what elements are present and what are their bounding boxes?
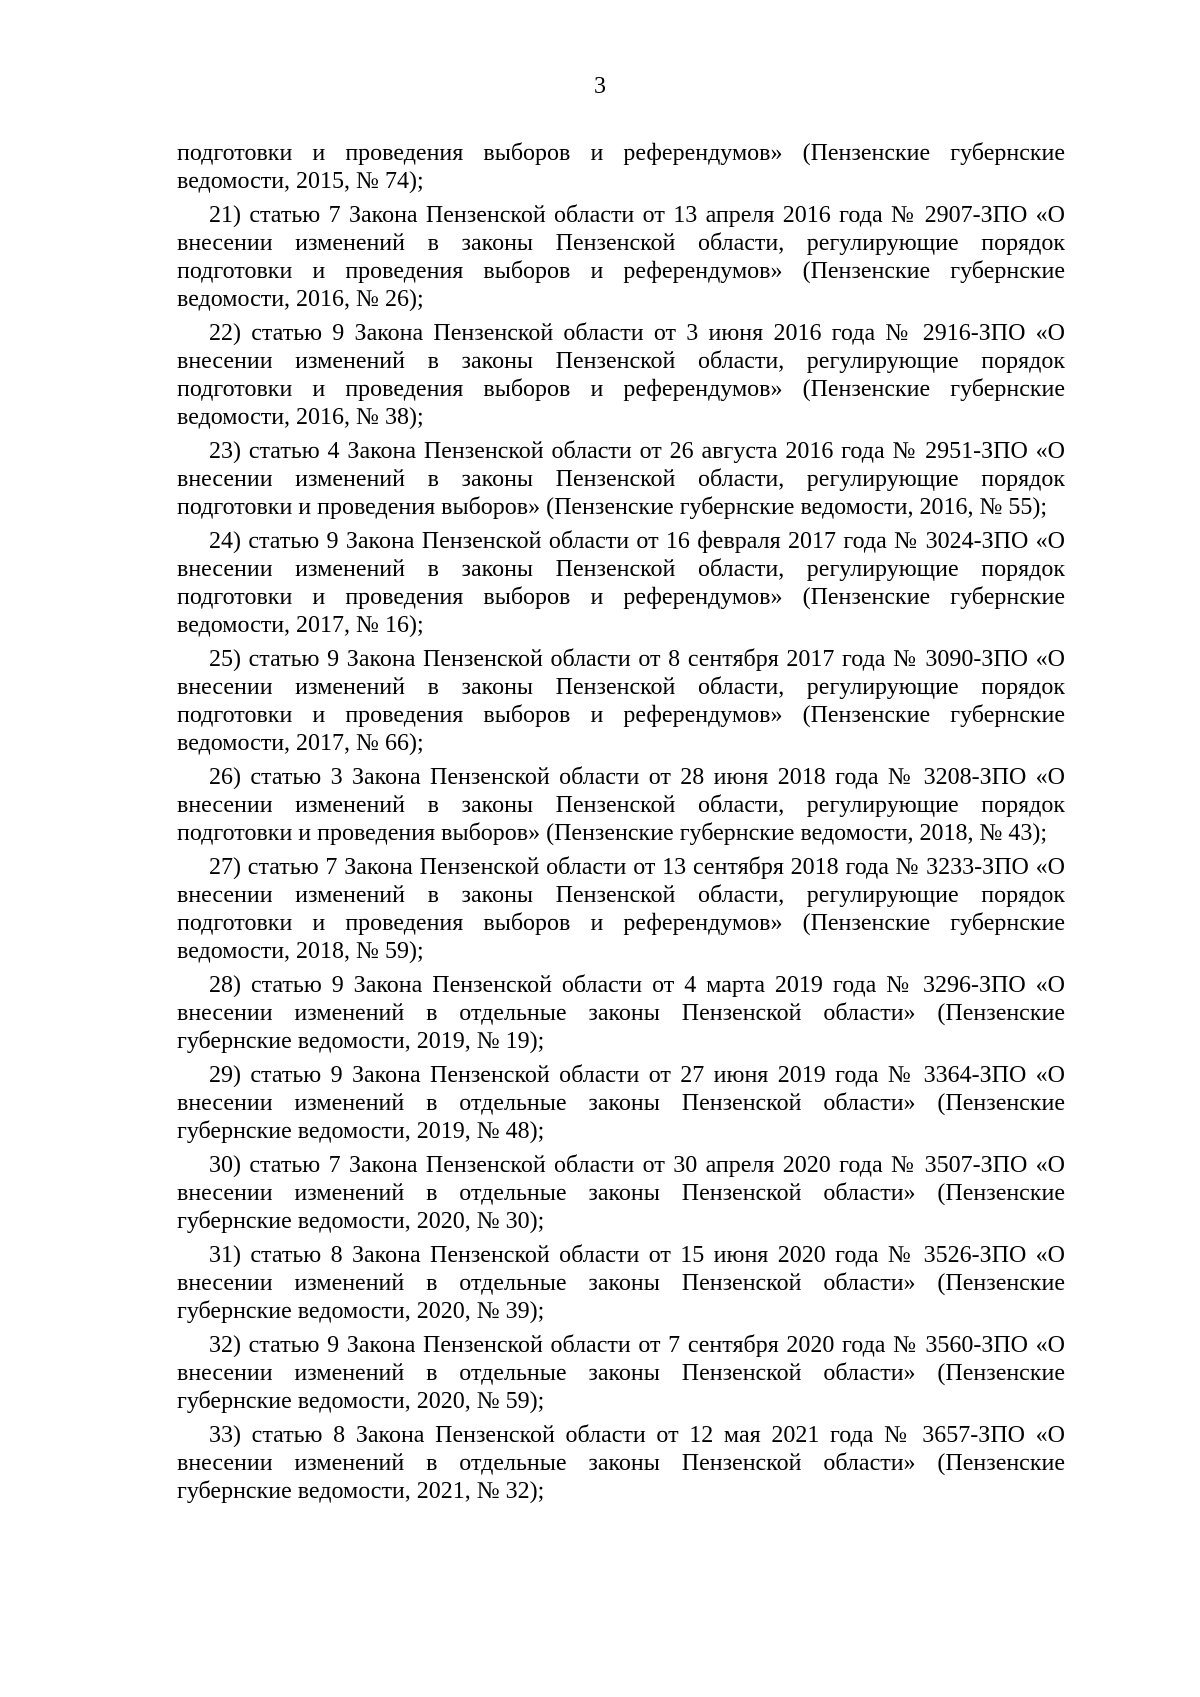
list-item-30: 30) статью 7 Закона Пензенской области от 30 апреля 2020 года № 3507-ЗПО «О внесении изменений в отдельные законы Пензенской области» (Пензенские губернские ведомости, 2020, № 30); [177,1152,1065,1234]
list-item-29: 29) статью 9 Закона Пензенской области от 27 июня 2019 года № 3364-ЗПО «О внесении изменений в отдельные законы Пензенской области» (Пензенские губернские ведомости, 2019, № 48); [177,1062,1065,1144]
list-item-25: 25) статью 9 Закона Пензенской области от 8 сентября 2017 года № 3090-ЗПО «О внесении изменений в законы Пензенской области, регулирующие порядок подготовки и проведения выборов и референдумов» (Пензенские губернские ведомости, 2017, № 66); [177,646,1065,756]
list-item-28: 28) статью 9 Закона Пензенской области от 4 марта 2019 года № 3296-ЗПО «О внесении изменений в отдельные законы Пензенской области» (Пензенские губернские ведомости, 2019, № 19); [177,972,1065,1054]
list-item-22: 22) статью 9 Закона Пензенской области от 3 июня 2016 года № 2916-ЗПО «О внесении изменений в законы Пензенской области, регулирующие порядок подготовки и проведения выборов и референдумов» (Пензенские губернские ведомости, 2016, № 38); [177,320,1065,430]
list-item-23: 23) статью 4 Закона Пензенской области от 26 августа 2016 года № 2951-ЗПО «О внесении изменений в законы Пензенской области, регулирующие порядок подготовки и проведения выборов» (Пензенские губернские ведомости, 2016, № 55); [177,438,1065,520]
list-item-21: 21) статью 7 Закона Пензенской области от 13 апреля 2016 года № 2907-ЗПО «О внесении изменений в законы Пензенской области, регулирующие порядок подготовки и проведения выборов и референдумов» (Пензенские губернские ведомости, 2016, № 26); [177,202,1065,312]
page-number: 3 [594,73,606,99]
document-body [177,139,1065,1511]
paragraph-continuation: подготовки и проведения выборов и референдумов» (Пензенские губернские ведомости, 2015, № 74); [177,140,1065,194]
list-item-32: 32) статью 9 Закона Пензенской области от 7 сентября 2020 года № 3560-ЗПО «О внесении изменений в отдельные законы Пензенской области» (Пензенские губернские ведомости, 2020, № 59); [177,1332,1065,1414]
list-item-31: 31) статью 8 Закона Пензенской области от 15 июня 2020 года № 3526-ЗПО «О внесении изменений в отдельные законы Пензенской области» (Пензенские губернские ведомости, 2020, № 39); [177,1242,1065,1324]
list-item-27: 27) статью 7 Закона Пензенской области от 13 сентября 2018 года № 3233-ЗПО «О внесении изменений в законы Пензенской области, регулирующие порядок подготовки и проведения выборов и референдумов» (Пензенские губернские ведомости, 2018, № 59); [177,854,1065,964]
list-item-26: 26) статью 3 Закона Пензенской области от 28 июня 2018 года № 3208-ЗПО «О внесении изменений в законы Пензенской области, регулирующие порядок подготовки и проведения выборов» (Пензенские губернские ведомости, 2018, № 43); [177,764,1065,846]
list-item-24: 24) статью 9 Закона Пензенской области от 16 февраля 2017 года № 3024-ЗПО «О внесении изменений в законы Пензенской области, регулирующие порядок подготовки и проведения выборов и референдумов» (Пензенские губернские ведомости, 2017, № 16); [177,528,1065,638]
list-item-33: 33) статью 8 Закона Пензенской области от 12 мая 2021 года № 3657-ЗПО «О внесении изменений в отдельные законы Пензенской области» (Пензенские губернские ведомости, 2021, № 32); [177,1422,1065,1504]
